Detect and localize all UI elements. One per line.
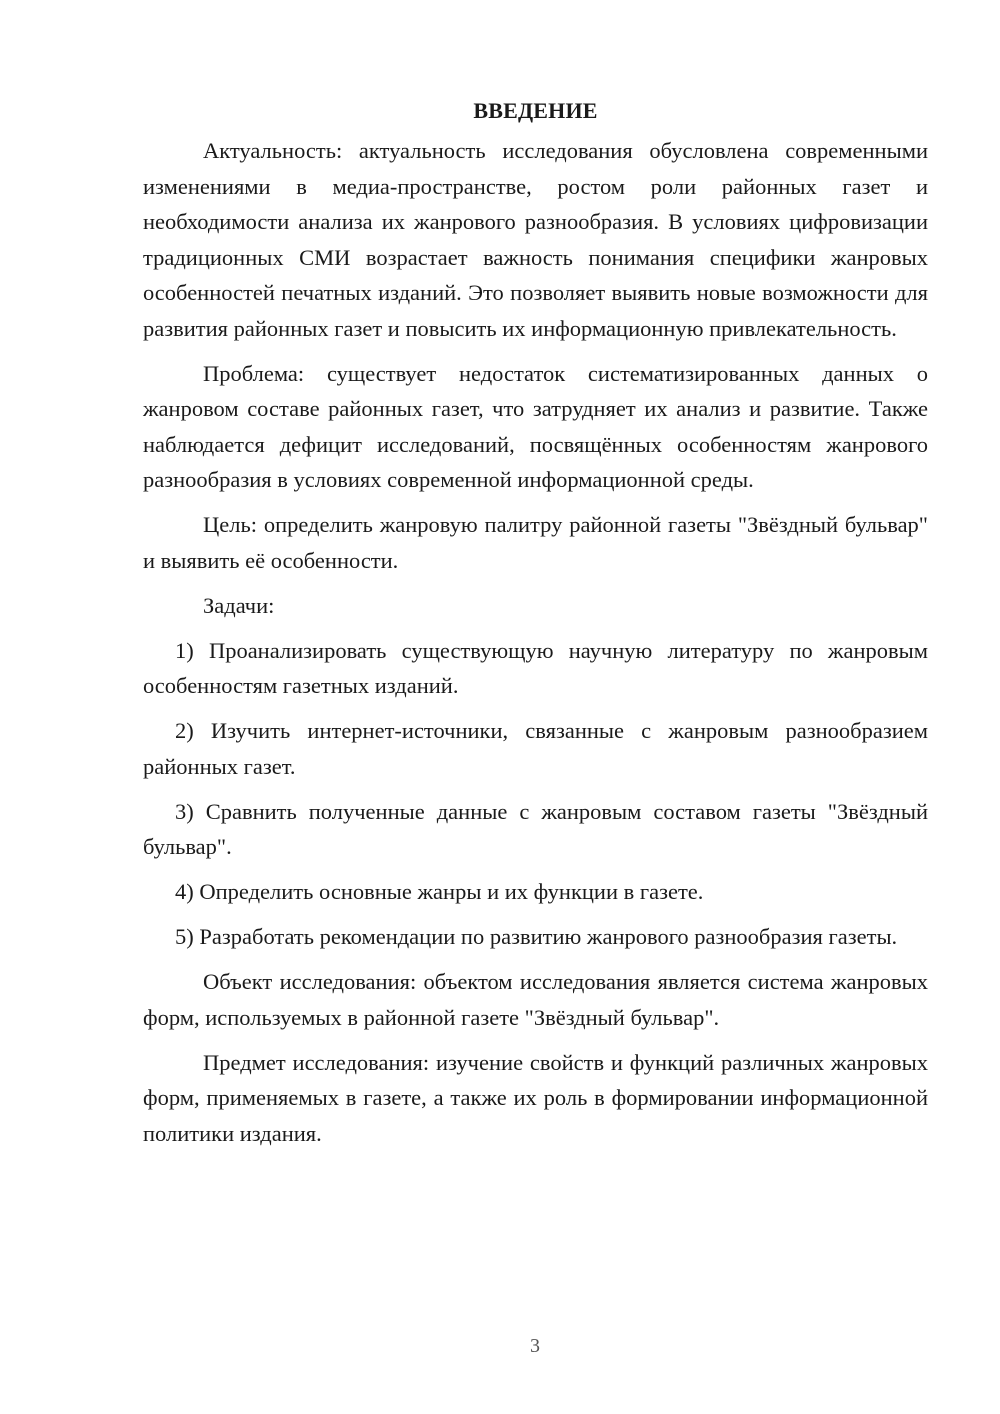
paragraph-problem: Проблема: существует недостаток систематизированных данных о жанровом составе районных газет, что затрудняет их анализ и развитие. Также наблюдается дефицит исследований, посвящённых особенностям жанрового разнообразия в условиях современной информационной среды.: [143, 360, 928, 492]
paragraph-subject: Предмет исследования: изучение свойств и функций различных жанровых форм, применяемых в газете, а также их роль в формировании информационной политики издания.: [143, 1049, 928, 1146]
paragraph-relevance: Актуальность: актуальность исследования обусловлена современными изменениями в медиа-пространстве, ростом роли районных газет и необходимости анализа их жанрового разнообразия. В условиях цифровизации традиционных СМИ возрастает важность понимания специфики жанровых особенностей печатных изданий. Это позволяет выявить новые возможности для развития районных газет и повысить их информационную привлекательность.: [143, 138, 928, 341]
page-heading: ВВЕДЕНИЕ: [473, 98, 598, 123]
task-item-4: 4) Определить основные жанры и их функции в газете.: [175, 879, 704, 904]
document-body: [143, 93, 928, 1151]
paragraph-object: Объект исследования: объектом исследования является система жанровых форм, используемых в районной газете "Звёздный бульвар".: [143, 969, 928, 1030]
task-item-3: 3) Сравнить полученные данные с жанровым составом газеты "Звёздный бульвар".: [143, 798, 928, 859]
task-item-2: 2) Изучить интернет-источники, связанные с жанровым разнообразием районных газет.: [143, 718, 928, 779]
task-item-1: 1) Проанализировать существующую научную литературу по жанровым особенностям газетных изданий.: [143, 637, 928, 698]
tasks-label: Задачи:: [203, 592, 275, 618]
task-item-5: 5) Разработать рекомендации по развитию жанрового разнообразия газеты.: [175, 924, 898, 949]
paragraph-goal: Цель: определить жанровую палитру районной газеты "Звёздный бульвар" и выявить её особенности.: [143, 512, 928, 573]
page-number: 3: [530, 1335, 540, 1357]
